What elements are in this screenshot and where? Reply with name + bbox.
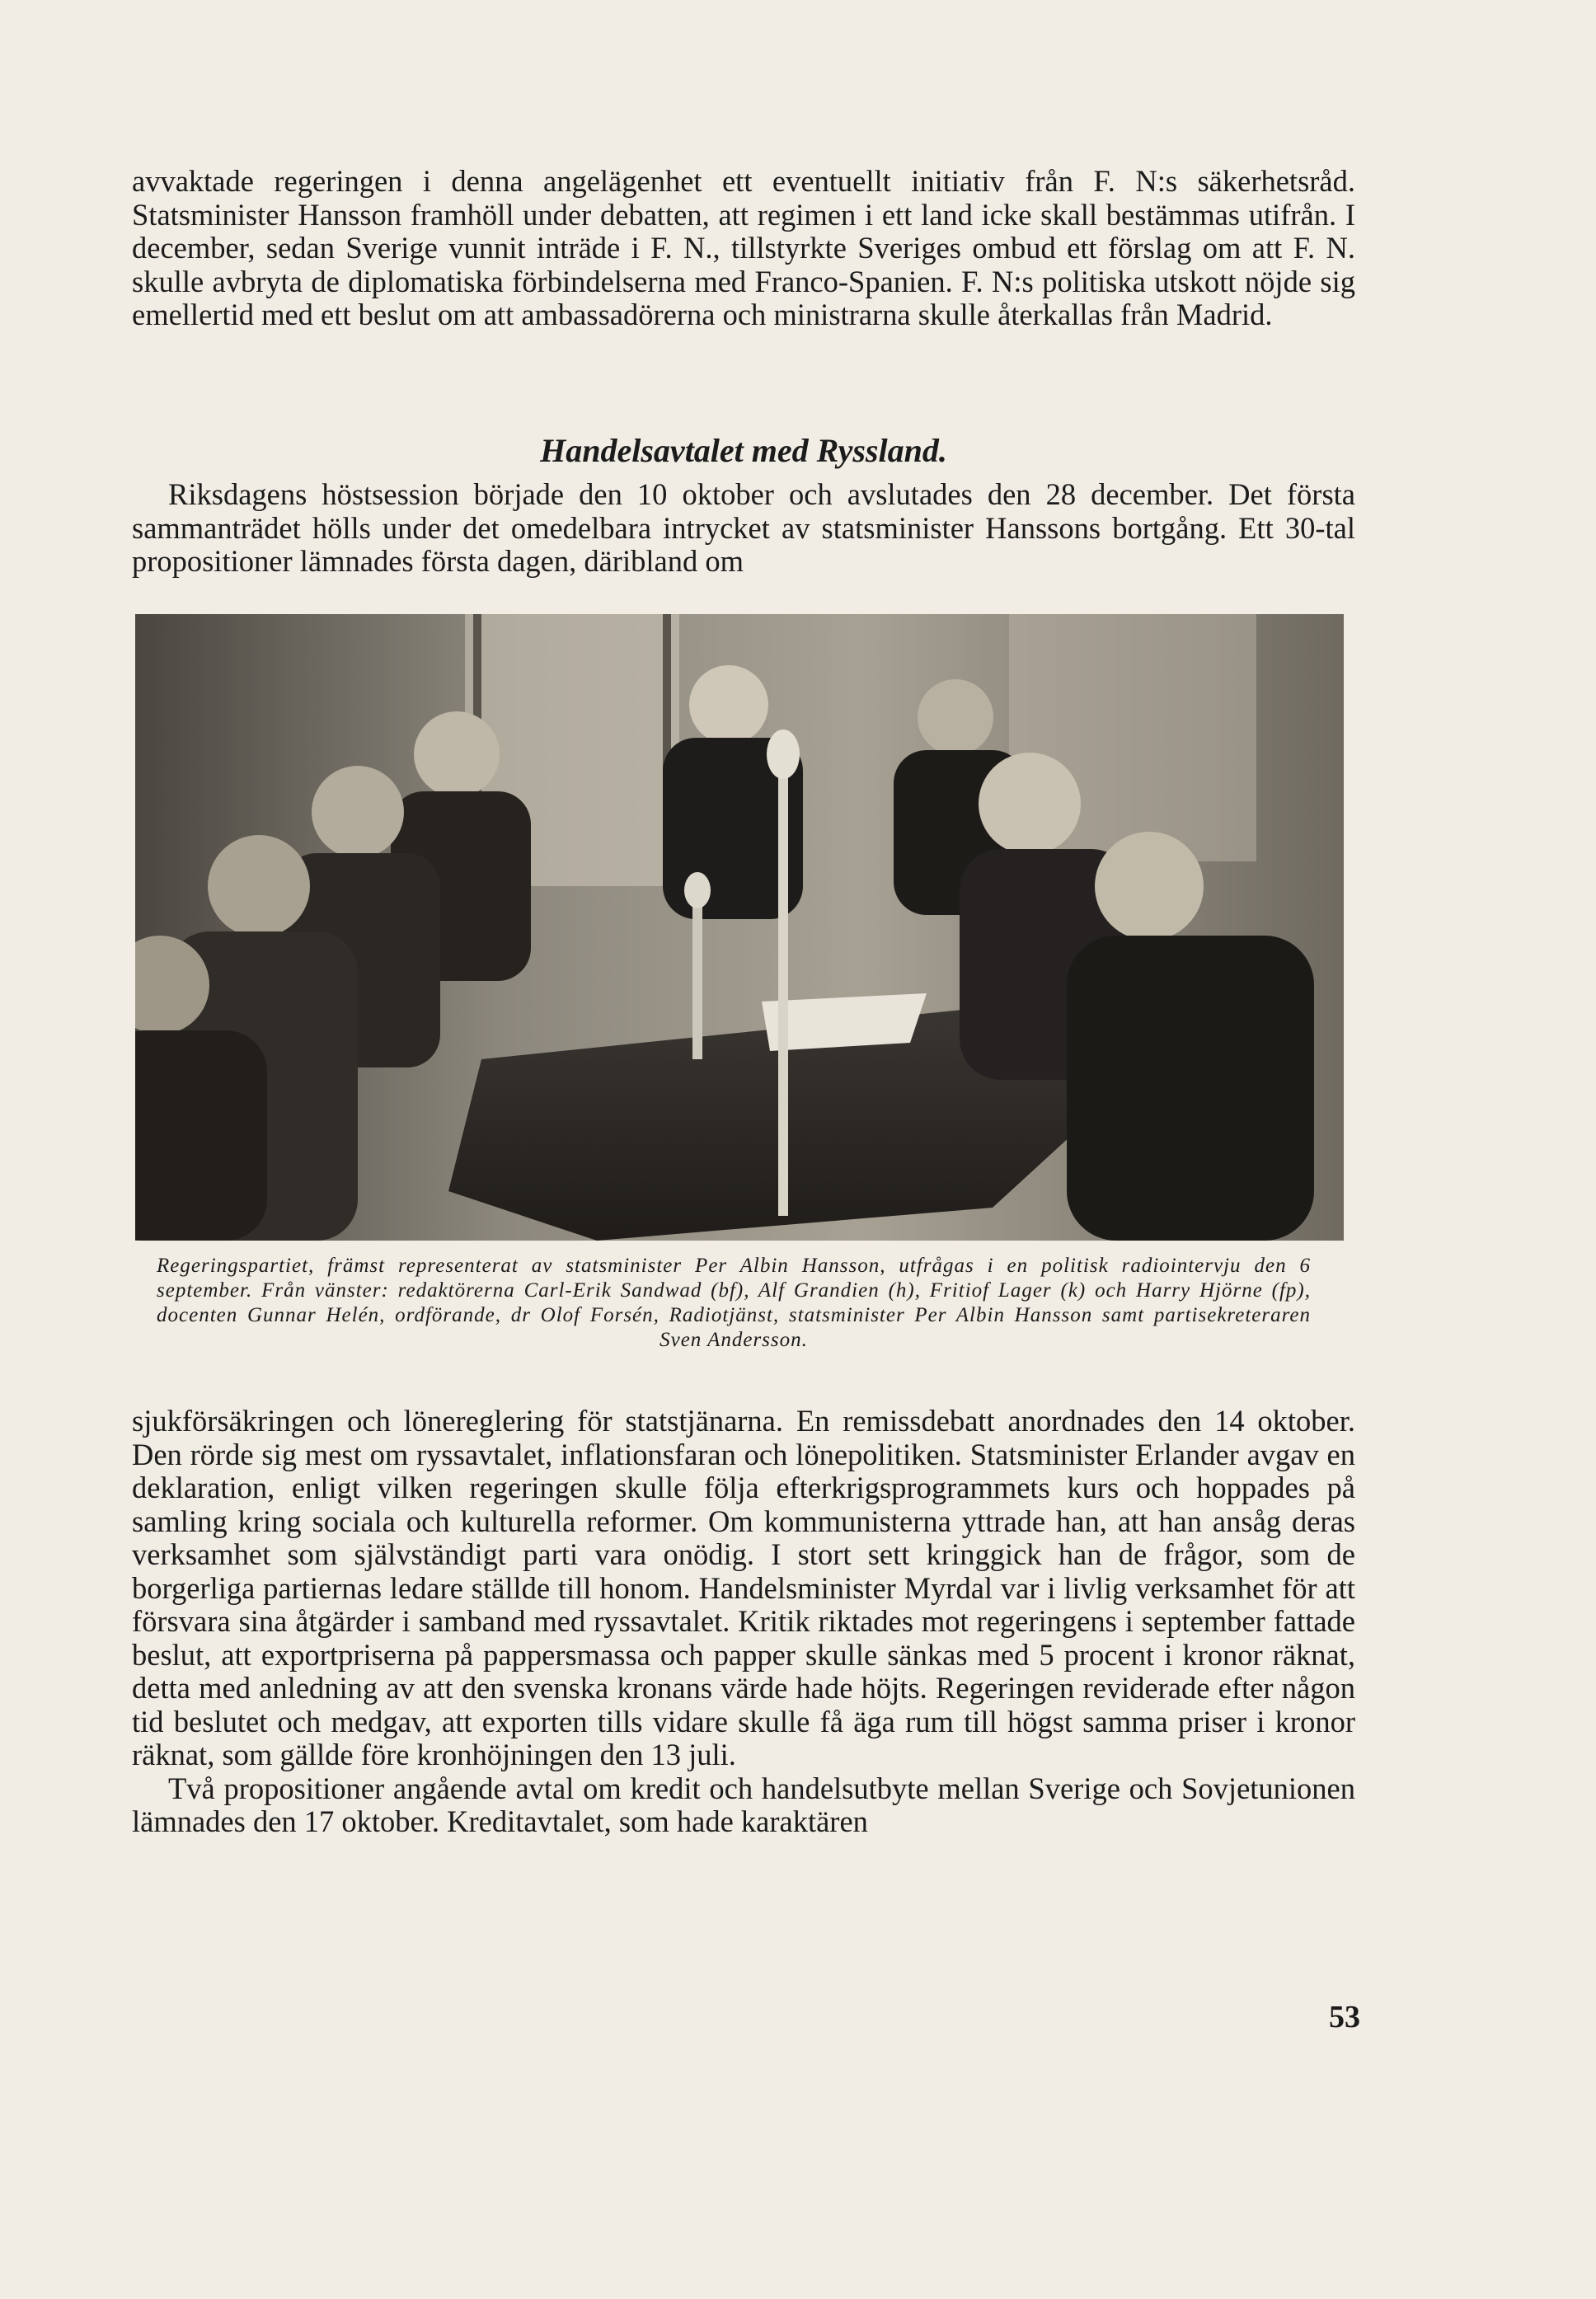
photo-illustration: [135, 614, 1344, 1241]
paragraph: sjukförsäkringen och lönereglering för statstjänarna. En remissdebatt anordnades den 14 oktober. Den rörde sig mest om ryssavtalet, inflationsfaran och lönepolitiken. Statsminister Erlander avgav en deklaration, enligt vilken regeringen skulle följa efterkrigsprogrammets kurs och hoppades på samling kring sociala och kulturella reformer. Om kommunisterna yttrade han, att han ansåg deras verksamhet som självständigt parti vara onödig. I stort sett kringgick han de frågor, som de borgerliga partiernas ledare ställde till honom. Handelsminister Myrdal var i livlig verksamhet för att försvara sina åtgärder i samband med ryssavtalet. Kritik riktades mot regeringens i september fattade beslut, att exportpriserna på pappersmassa och papper skulle sänkas med 5 procent i kronor räknat, detta med anledning av att den svenska kronans värde hade höjts. Regeringen reviderade efter någon tid beslutet och medgav, att exporten tills vidare skulle få äga rum till högst samma priser i kronor räknat, som gällde före kronhöjningen den 13 juli.: [132, 1404, 1355, 1771]
photo-caption: Regeringspartiet, främst representerat av statsminister Per Albin Hansson, utfrågas i en politisk radiointervju den 6 september. Från vänster: redaktörerna Carl-Erik Sandwad (bf), Alf Grandien (h), Fritiof Lager (k) och Harry Hjörne (fp), docenten Gunnar Helén, ordförande, dr Olof Forsén, Radiotjänst, statsminister Per Albin Hansson samt partisekreteraren Sven Andersson.: [157, 1255, 1311, 1351]
radio-interview-photo: [135, 614, 1344, 1241]
top-text-block: [132, 165, 1355, 332]
mid-text-block: [132, 478, 1355, 579]
paragraph: Riksdagens höstsession började den 10 oktober och avslutades den 28 december. Det första sammanträdet hölls under det omedelbara intrycket av statsminister Hanssons bortgång. Ett 30-tal propositioner lämnades första dagen, däribland om: [132, 477, 1355, 578]
paragraph: Två propositioner angående avtal om kredit och handelsutbyte mellan Sverige och Sovjetunionen lämnades den 17 oktober. Kreditavtalet, som hade karaktären: [132, 1771, 1355, 1838]
paragraph: avvaktade regeringen i denna angelägenhet ett eventuellt initiativ från F. N:s säkerhetsråd. Statsminister Hansson framhöll under debatten, att regimen i ett land icke skall bestämmas utifrån. I december, sedan Sverige vunnit inträde i F. N., tillstyrkte Sveriges ombud ett förslag om att F. N. skulle avbryta de diplomatiska förbindelserna med Franco-Spanien. F. N:s politiska utskott nöjde sig emellertid med ett beslut om att ambassadörerna och ministrarna skulle återkallas från Madrid.: [132, 164, 1355, 331]
bottom-text-block: [132, 1405, 1355, 1839]
page-number: 53: [1329, 2000, 1360, 2034]
section-heading: Handelsavtalet med Ryssland.: [540, 432, 947, 469]
